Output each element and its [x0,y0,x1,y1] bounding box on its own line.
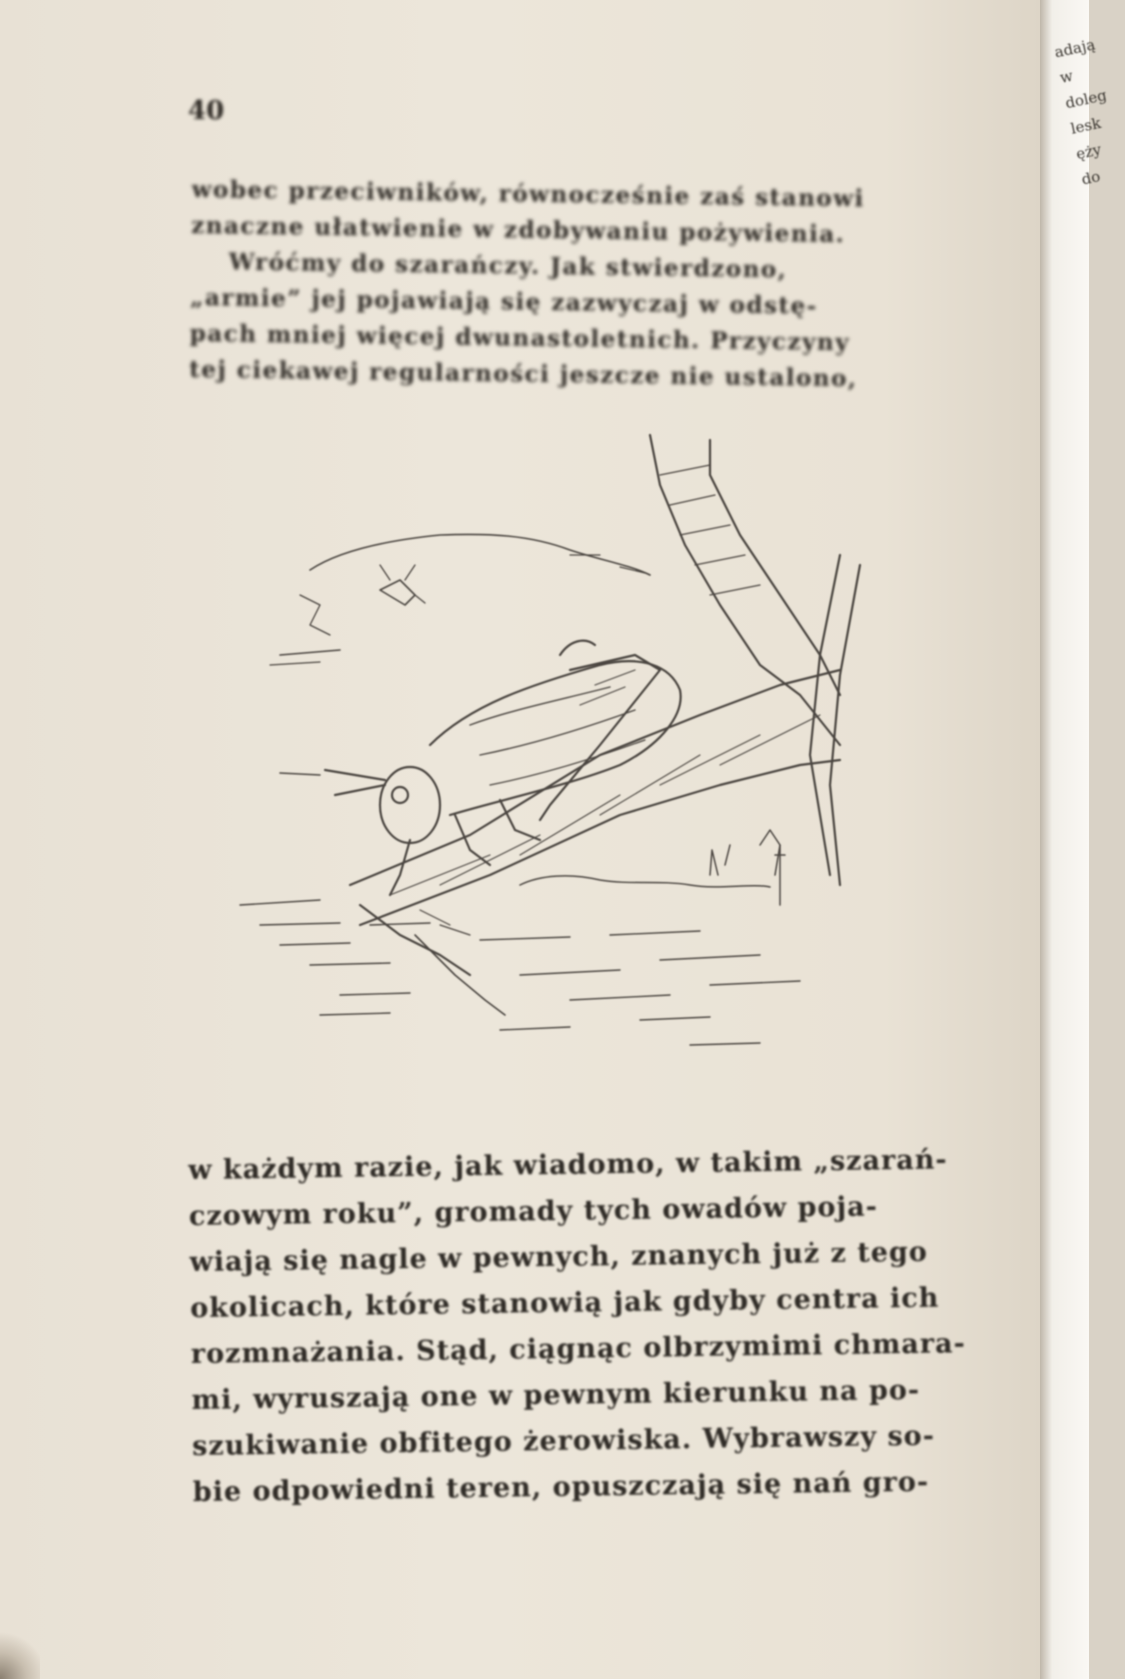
shrubs [520,830,785,905]
facing-text-fragment: adają [1052,35,1097,62]
text-line: okolicach, które stanowią jak gdyby centra ich [190,1282,940,1324]
facing-text-fragment: doleg [1063,86,1109,113]
facing-text-fragment: lesk [1069,113,1103,138]
flying-insect [380,565,425,605]
text-line: szukiwanie obfitego żerowiska. Wybrawszy so- [191,1420,936,1462]
top-paragraph [189,172,962,399]
facing-text-fragment: do [1079,167,1102,189]
text-line: „armie” jej pojawiają się zazwyczaj w odstę- [190,283,818,320]
text-line: bie odpowiedni teren, opuszczają się nań gro- [192,1466,930,1508]
text-line: wiają się nagle w pewnych, znanych już z tego [189,1236,929,1278]
locust-illustration [240,455,900,1100]
branch-diagonal [350,670,840,885]
locust-body [280,641,681,895]
thumb-shadow [0,1625,40,1679]
text-line: w każdym razie, jak wiadomo, w takim „szarań- [188,1144,948,1186]
bottom-paragraph [188,1137,973,1516]
locust-antenna [325,770,385,780]
text-line: znaczne ułatwienie w zdobywaniu pożywienia. [191,211,846,249]
text-line: czowym roku”, gromady tych owadów poja- [188,1191,879,1232]
ground-lines [240,900,800,1045]
text-line: tej ciekawej regularności jeszcze nie ustalono, [189,355,858,393]
text-line: pach mniej więcej dwunastoletnich. Przyczyny [189,319,851,357]
page-number: 40 [188,96,225,126]
text-line: Wróćmy do szarańczy. Jak stwierdzono, [190,247,788,284]
text-line: mi, wyruszają one w pewnym kierunku na po- [191,1374,921,1416]
branch-stub [360,905,470,975]
text-line: rozmnażania. Stąd, ciągnąc olbrzymimi chmara- [190,1328,966,1370]
facing-text-fragment: w [1058,66,1075,87]
facing-text-fragment: ęży [1074,140,1103,164]
branch-diagonal-edge [360,760,840,925]
facing-page-edge [1040,0,1089,1679]
text-line: wobec przeciwników, równocześnie zaś stanowi [191,175,865,213]
